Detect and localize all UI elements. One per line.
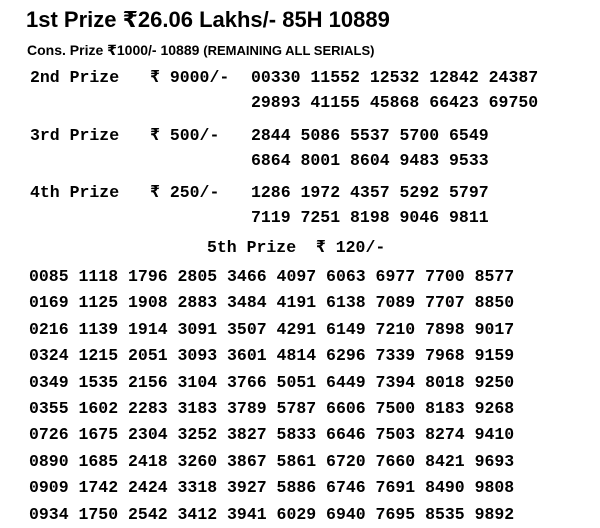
fifth-prize-grid (29, 264, 514, 528)
prize-amount: ₹ 250/- (150, 183, 220, 202)
consolation-prize-note: (REMAINING ALL SERIALS) (203, 43, 375, 58)
prize-name: 3rd Prize (30, 126, 120, 145)
consolation-prize-text: Cons. Prize ₹1000/- 10889 (27, 42, 200, 58)
fifth-prize-row: 0085 1118 1796 2805 3466 4097 6063 6977 7700 8577 (29, 267, 515, 286)
prize-amount: ₹ 500/- (150, 126, 220, 145)
consolation-prize (27, 41, 374, 60)
fifth-prize-row: 0909 1742 2424 3318 3927 5886 6746 7691 8490 9808 (29, 478, 515, 498)
prize-numbers-line: 1286 1972 4357 5292 5797 (251, 183, 489, 202)
prize-amount: ₹ 9000/- (150, 68, 230, 87)
first-prize-heading: 1st Prize ₹26.06 Lakhs/- 85H 10889 (26, 7, 390, 32)
prize-numbers-line: 2844 5086 5537 5700 6549 (251, 126, 489, 145)
prize-numbers-line: 29893 41155 45868 66423 69750 (251, 93, 539, 112)
prize-numbers-line: 6864 8001 8604 9483 9533 (251, 151, 489, 170)
fifth-prize-row: 0324 1215 2051 3093 3601 4814 6296 7339 7968 9159 (29, 346, 515, 366)
fifth-prize-row: 0169 1125 1908 2883 3484 4191 6138 7089 7707 8850 (29, 293, 515, 313)
fifth-prize-row: 0934 1750 2542 3412 3941 6029 6940 7695 8535 9892 (29, 504, 515, 524)
fifth-prize-heading: 5th Prize ₹ 120/- (207, 238, 386, 257)
fifth-prize-row: 0726 1675 2304 3252 3827 5833 6646 7503 8274 9410 (29, 425, 515, 445)
prize-name: 2nd Prize (30, 68, 120, 87)
prize-numbers-line: 00330 11552 12532 12842 24387 (251, 68, 539, 87)
fifth-prize-row: 0216 1139 1914 3091 3507 4291 6149 7210 7898 9017 (29, 319, 515, 339)
prize-numbers-line: 7119 7251 8198 9046 9811 (251, 208, 489, 227)
prize-name: 4th Prize (30, 183, 120, 202)
fifth-prize-row: 0349 1535 2156 3104 3766 5051 6449 7394 8018 9250 (29, 372, 515, 392)
fifth-prize-row: 0355 1602 2283 3183 3789 5787 6606 7500 8183 9268 (29, 398, 515, 418)
fifth-prize-row: 0890 1685 2418 3260 3867 5861 6720 7660 8421 9693 (29, 451, 515, 471)
